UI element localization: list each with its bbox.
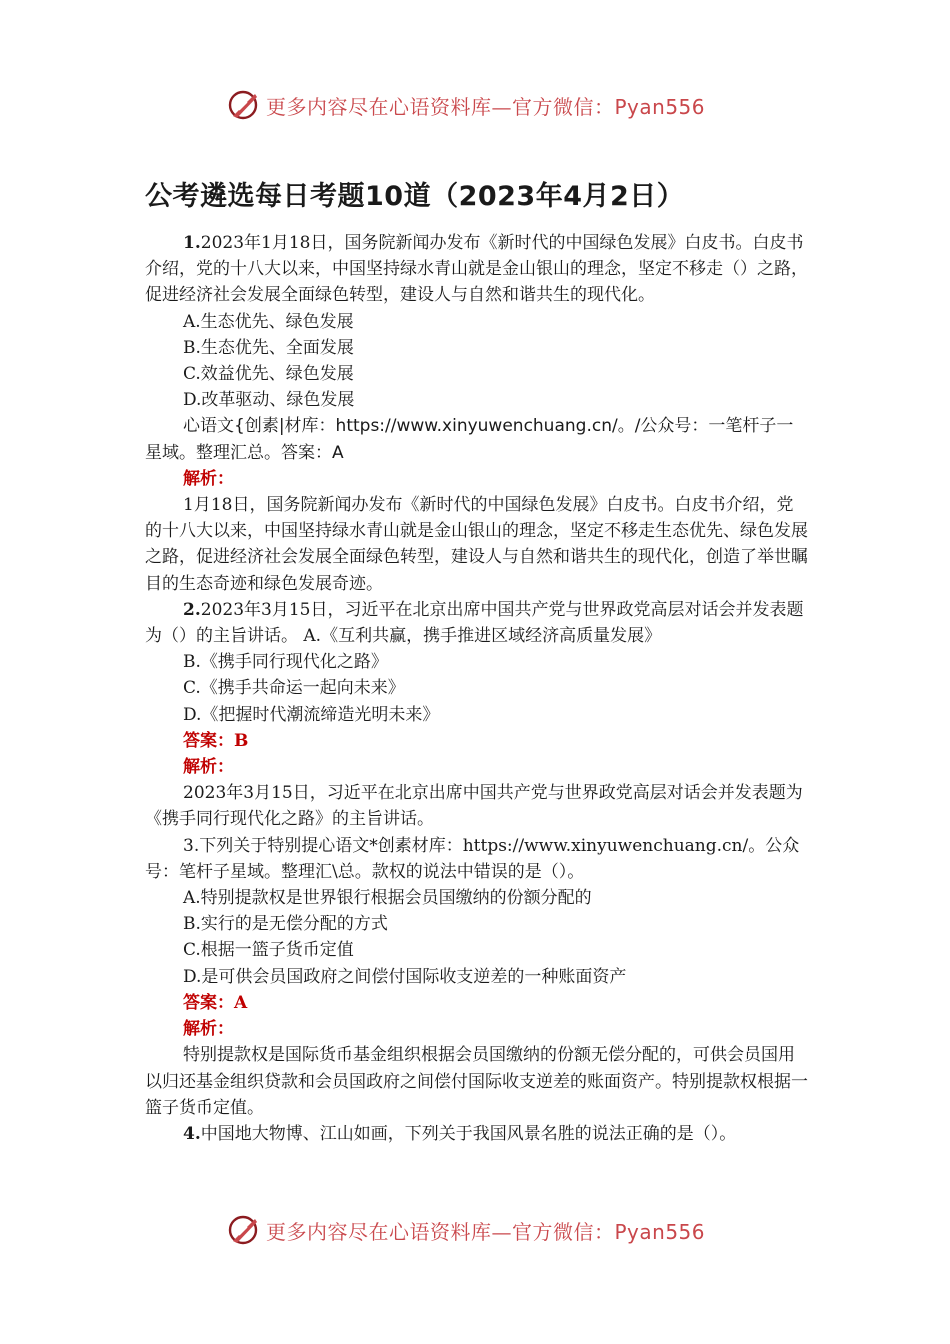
footer-banner	[0, 1207, 950, 1251]
question-3-option-c: C.根据一篮子货币定值	[183, 940, 354, 961]
question-1-source-answer: 心语文{创素|材库：https://www.xinyuwenchuang.cn/。/公众号：一笔杆子一星域。整理汇总。答案：A	[145, 416, 794, 463]
question-3-option-d: D.是可供会员国政府之间偿付国际收支逆差的一种账面资产	[183, 966, 627, 987]
question-2-option-c: C.《携手共命运一起向未来》	[183, 678, 405, 699]
question-2-analysis: 2023年3月15日，习近平在北京出席中国共产党与世界政党高层对话会并发表题为《携手同行现代化之路》的主旨讲话。	[145, 783, 803, 830]
page-title: 公考遴选每日考题10道（2023年4月2日）	[145, 181, 685, 212]
question-2-option-b: B.《携手同行现代化之路》	[183, 652, 388, 673]
question-1-analysis: 1月18日，国务院新闻办发布《新时代的中国绿色发展》白皮书。白皮书介绍，党的十八大以来，中国坚持绿水青山就是金山银山的理念，坚定不移走生态优先、绿色发展之路，促进经济社会发展全面绿色转型，建设人与自然和谐共生的现代化，创造了举世瞩目的生态奇迹和绿色发展奇迹。	[145, 495, 808, 594]
question-3-analysis-label: 解析：	[183, 1019, 234, 1040]
question-3-analysis: 特别提款权是国际货币基金组织根据会员国缴纳的份额无偿分配的，可供会员国用以归还基金组织贷款和会员国政府之间偿付国际收支逆差的账面资产。特别提款权根据一篮子货币定值。	[145, 1045, 808, 1118]
question-3-option-b: B.实行的是无偿分配的方式	[183, 914, 388, 935]
question-3-answer: 答案：A	[183, 992, 248, 1013]
banner-text: 更多内容尽在心语资料库—官方微信：Pyan556	[266, 95, 706, 119]
banner-handle: Pyan556	[614, 95, 706, 119]
question-1-option-b: B.生态优先、全面发展	[183, 337, 354, 358]
question-2-stem: 2.2023年3月15日，习近平在北京出席中国共产党与世界政党高层对话会并发表题为（）的主旨讲话。 A.《互利共赢，携手推进区域经济高质量发展》	[145, 599, 804, 647]
question-4-stem: 4.中国地大物博、江山如画，下列关于我国风景名胜的说法正确的是（）。	[183, 1123, 737, 1144]
document-body	[145, 230, 810, 1147]
question-1-option-d: D.改革驱动、绿色发展	[183, 390, 355, 411]
banner-handle: Pyan556	[614, 1220, 706, 1244]
banner-text: 更多内容尽在心语资料库—官方微信：Pyan556	[266, 1220, 706, 1244]
question-2-answer: 答案：B	[183, 730, 249, 751]
question-2-option-d: D.《把握时代潮流缔造光明未来》	[183, 704, 440, 725]
question-1-option-a: A.生态优先、绿色发展	[183, 311, 354, 332]
header-banner	[0, 82, 950, 126]
quill-pen-logo-icon	[227, 88, 261, 122]
quill-pen-logo-icon	[227, 1213, 261, 1247]
question-3-stem: 3.下列关于特别提心语文*创素材库：https://www.xinyuwenchuang.cn/。公众号：笔杆子星域。整理汇\总。款权的说法中错误的是（）。	[145, 835, 800, 882]
question-3-option-a: A.特别提款权是世界银行根据会员国缴纳的份额分配的	[183, 888, 592, 909]
question-1-option-c: C.效益优先、绿色发展	[183, 364, 354, 385]
question-1-stem: 1.2023年1月18日，国务院新闻办发布《新时代的中国绿色发展》白皮书。白皮书介绍，党的十八大以来，中国坚持绿水青山就是金山银山的理念，坚定不移走（）之路，促进经济社会发展全面绿色转型，建设人与自然和谐共生的现代化。	[145, 233, 808, 306]
question-1-analysis-label: 解析：	[183, 468, 234, 489]
question-2-analysis-label: 解析：	[183, 757, 234, 778]
